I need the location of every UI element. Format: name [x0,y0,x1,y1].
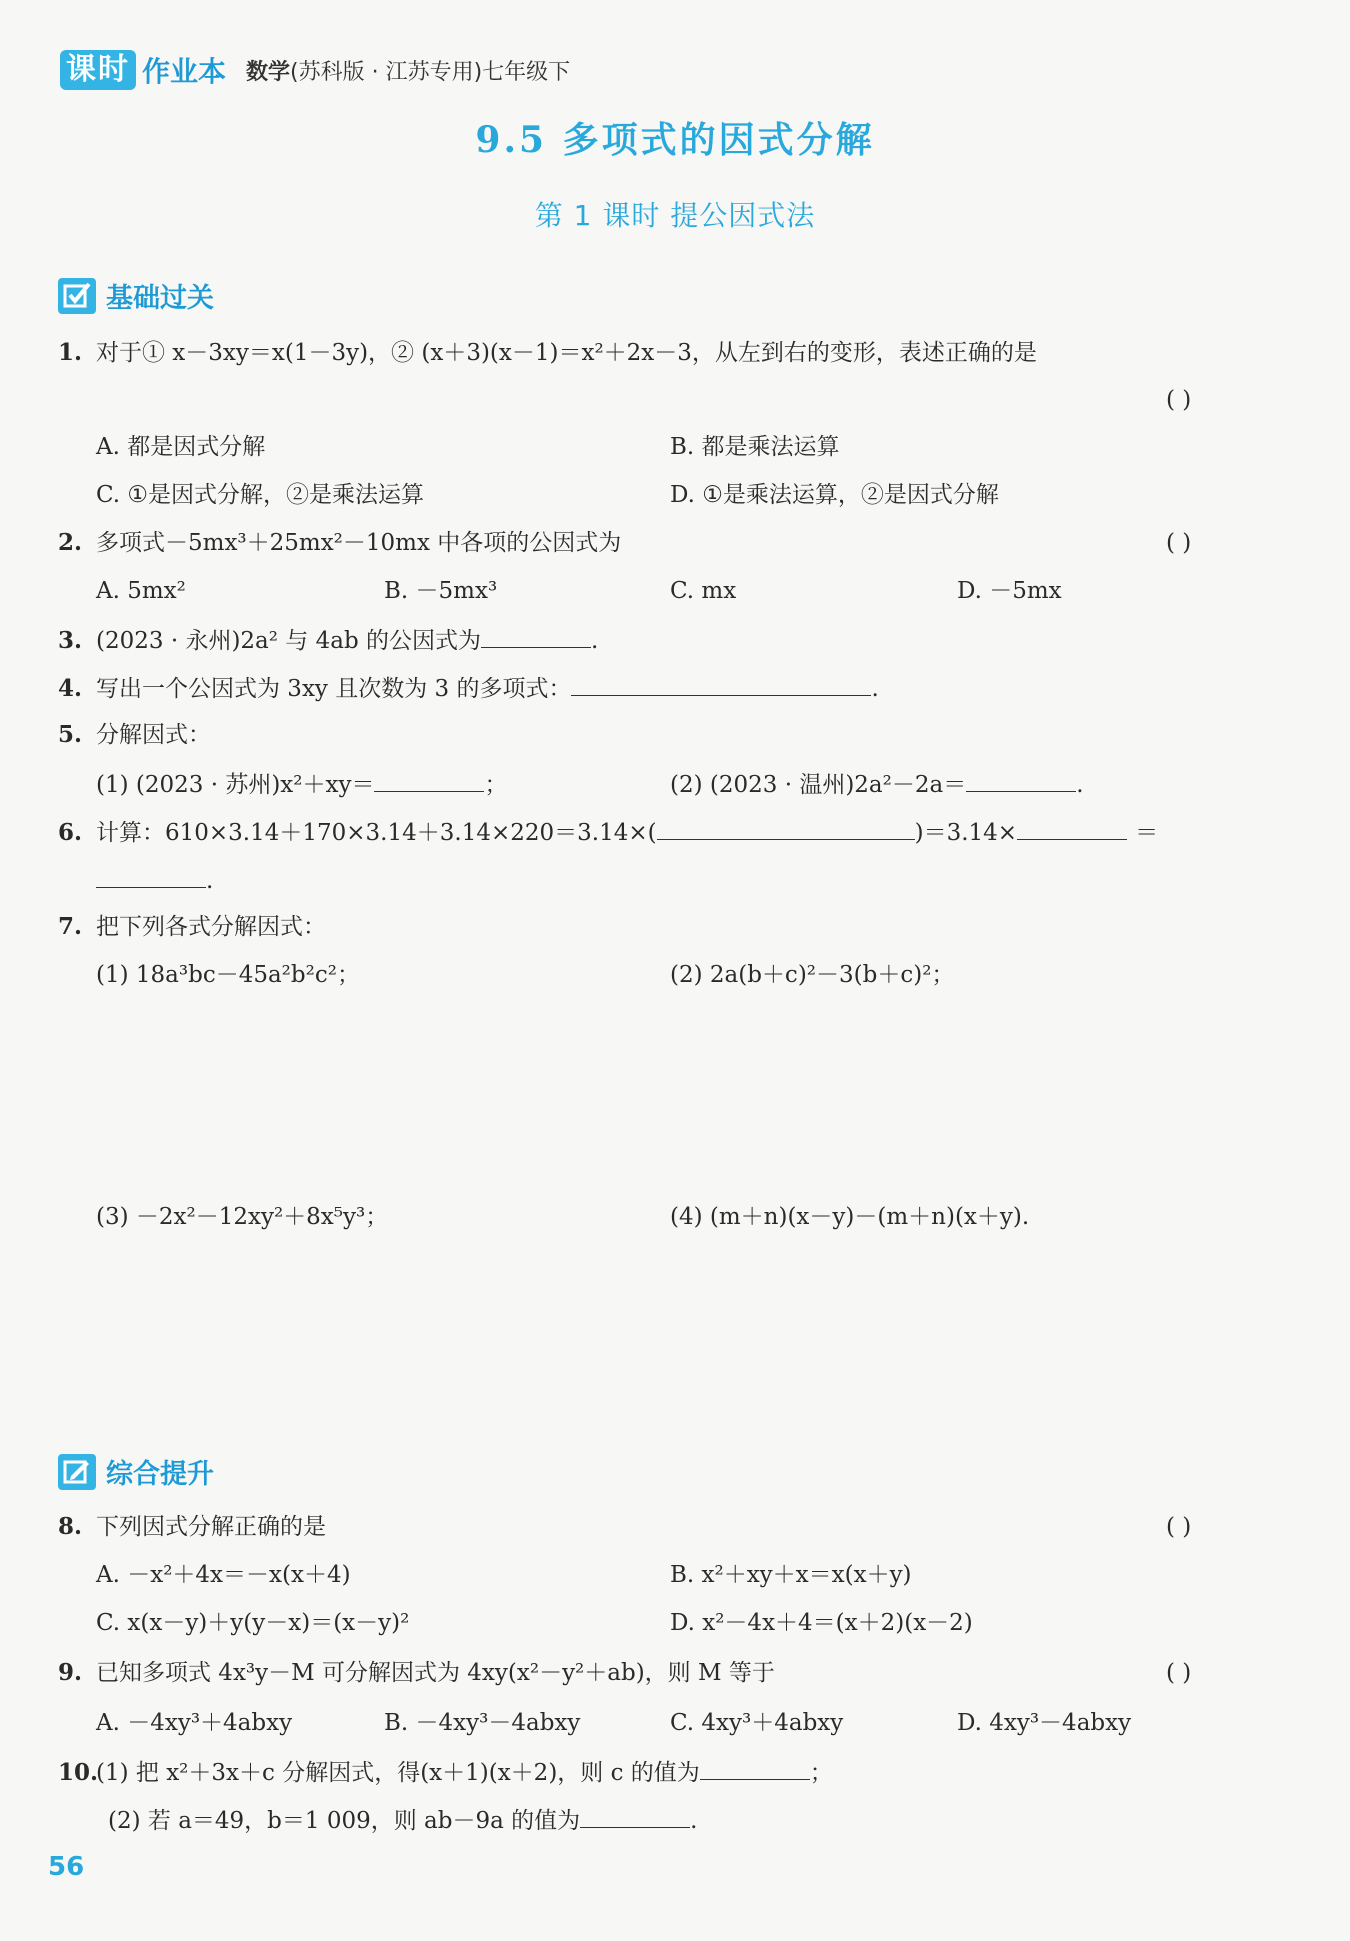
q1-number: 1. [58,339,83,366]
q7-number: 7. [58,913,83,940]
q6-stem [58,814,1158,850]
section-advanced-header [58,1452,214,1491]
pencil-box-icon [58,1454,96,1490]
q9-stem [58,1656,775,1690]
q5-part1-text: (1) (2023 · 苏州)x²＋xy＝ [96,772,375,798]
lesson-subtitle: 第 1 课时 提公因式法 [534,199,816,232]
q2-option-c: C. mx [670,578,737,604]
q8-option-c: C. x(x－y)＋y(y－x)＝(x－y)² [96,1610,410,1636]
q6-eq: ＝ [1135,820,1159,846]
q10-part1 [58,1754,833,1790]
q1-stem [58,336,1037,370]
q3-stem [58,622,598,658]
book-info [246,55,570,86]
q3-number: 3. [58,627,83,654]
q8-stem [58,1510,326,1544]
q10-number: 10. [58,1759,99,1786]
q4-end: . [871,676,879,702]
q1-answer-paren: ( ) [1166,387,1192,413]
book-subject: 数学 [246,59,291,85]
section-advanced-label: 综合提升 [106,1459,214,1490]
q8-option-a: A. －x²＋4x＝－x(x＋4) [96,1562,351,1588]
section-basic-label: 基础过关 [106,283,214,314]
q2-stem [58,526,621,560]
q8-option-b: B. x²＋xy＋x＝x(x＋y) [670,1562,912,1588]
book-edition: (苏科版 · 江苏专用)七年级下 [290,59,571,85]
logo-text: 作业本 [142,55,227,88]
q4-blank[interactable] [571,670,871,696]
q7-stem [58,910,326,944]
q9-option-a: A. －4xy³＋4abxy [96,1710,293,1736]
q10-part1-text: (1) 把 x²＋3x＋c 分解因式，得(x＋1)(x＋2)，则 c 的值为 [96,1760,700,1786]
q5-text: 分解因式： [96,722,211,748]
q7-part1: (1) 18a³bc－45a²b²c²； [96,962,360,988]
q3-text: (2023 · 永州)2a² 与 4ab 的公因式为 [96,628,481,654]
q2-text: 多项式－5mx³＋25mx²－10mx 中各项的公因式为 [96,530,622,556]
q5-part2-end: . [1076,772,1084,798]
q9-option-c: C. 4xy³＋4abxy [670,1710,844,1736]
q9-option-b: B. －4xy³－4abxy [384,1710,581,1736]
q5-part1 [96,766,507,802]
q7-part3: (3) －2x²－12xy²＋8x⁵y³； [96,1204,389,1230]
q8-number: 8. [58,1513,83,1540]
q5-stem [58,718,211,752]
q10-part2-text: (2) 若 a＝49，b＝1 009，则 ab－9a 的值为 [108,1808,581,1834]
q10-part2 [108,1802,697,1838]
q2-option-d: D. －5mx [957,578,1062,604]
q1-option-d: D. ①是乘法运算，②是因式分解 [670,482,999,508]
q2-number: 2. [58,529,83,556]
q8-text: 下列因式分解正确的是 [96,1514,326,1540]
q3-end: . [590,628,599,654]
q10-part1-blank[interactable] [700,1754,810,1780]
q6-blank-2[interactable] [1017,814,1127,840]
q2-option-a: A. 5mx² [96,578,186,604]
q1-text: 对于① x－3xy＝x(1－3y)，② (x＋3)(x－1)＝x²＋2x－3，从左到右的变形，表述正确的是 [96,340,1037,366]
q4-stem [58,670,879,706]
q9-text: 已知多项式 4x³y－M 可分解因式为 4xy(x²－y²＋ab)，则 M 等于 [96,1660,775,1686]
q6-text: 计算：610×3.14＋170×3.14＋3.14×220＝3.14×( [96,820,657,846]
q1-option-c: C. ①是因式分解，②是乘法运算 [96,482,425,508]
q6-blank-1[interactable] [657,814,915,840]
q9-number: 9. [58,1659,83,1686]
q1-option-a: A. 都是因式分解 [96,434,266,460]
q7-part4: (4) (m＋n)(x－y)－(m＋n)(x＋y). [670,1204,1030,1230]
q6-number: 6. [58,819,83,846]
q10-part1-end: ； [809,1760,833,1786]
q6-mid: )＝3.14× [914,820,1018,846]
checkbox-icon [58,278,96,314]
q6-blank-3[interactable] [96,862,206,888]
q5-part1-blank[interactable] [374,766,484,792]
q5-part2 [670,766,1084,802]
q7-part2: (2) 2a(b＋c)²－3(b＋c)²； [670,962,955,988]
q2-answer-paren: ( ) [1166,530,1192,556]
q2-option-b: B. －5mx³ [384,578,498,604]
q8-answer-paren: ( ) [1166,1514,1192,1540]
page-number: 56 [48,1852,85,1882]
q9-answer-paren: ( ) [1166,1660,1192,1686]
q5-part2-blank[interactable] [966,766,1076,792]
q3-blank[interactable] [481,622,591,648]
q10-part2-end: . [690,1808,698,1834]
page-title: 9.5 多项式的因式分解 [475,119,875,161]
q9-option-d: D. 4xy³－4abxy [957,1710,1132,1736]
q6-end: . [206,868,214,894]
section-basic-header [58,276,214,315]
q6-continuation [96,862,213,898]
q7-text: 把下列各式分解因式： [96,914,326,940]
page-header [60,50,570,90]
q4-text: 写出一个公因式为 3xy 且次数为 3 的多项式： [96,676,572,702]
q4-number: 4. [58,675,83,702]
q5-number: 5. [58,721,83,748]
q5-part1-end: ； [484,772,508,798]
q8-option-d: D. x²－4x＋4＝(x＋2)(x－2) [670,1610,973,1636]
q5-part2-text: (2) (2023 · 温州)2a²－2a＝ [670,772,967,798]
q1-option-b: B. 都是乘法运算 [670,434,840,460]
logo-box: 课时 [60,50,136,90]
q10-part2-blank[interactable] [580,1802,690,1828]
